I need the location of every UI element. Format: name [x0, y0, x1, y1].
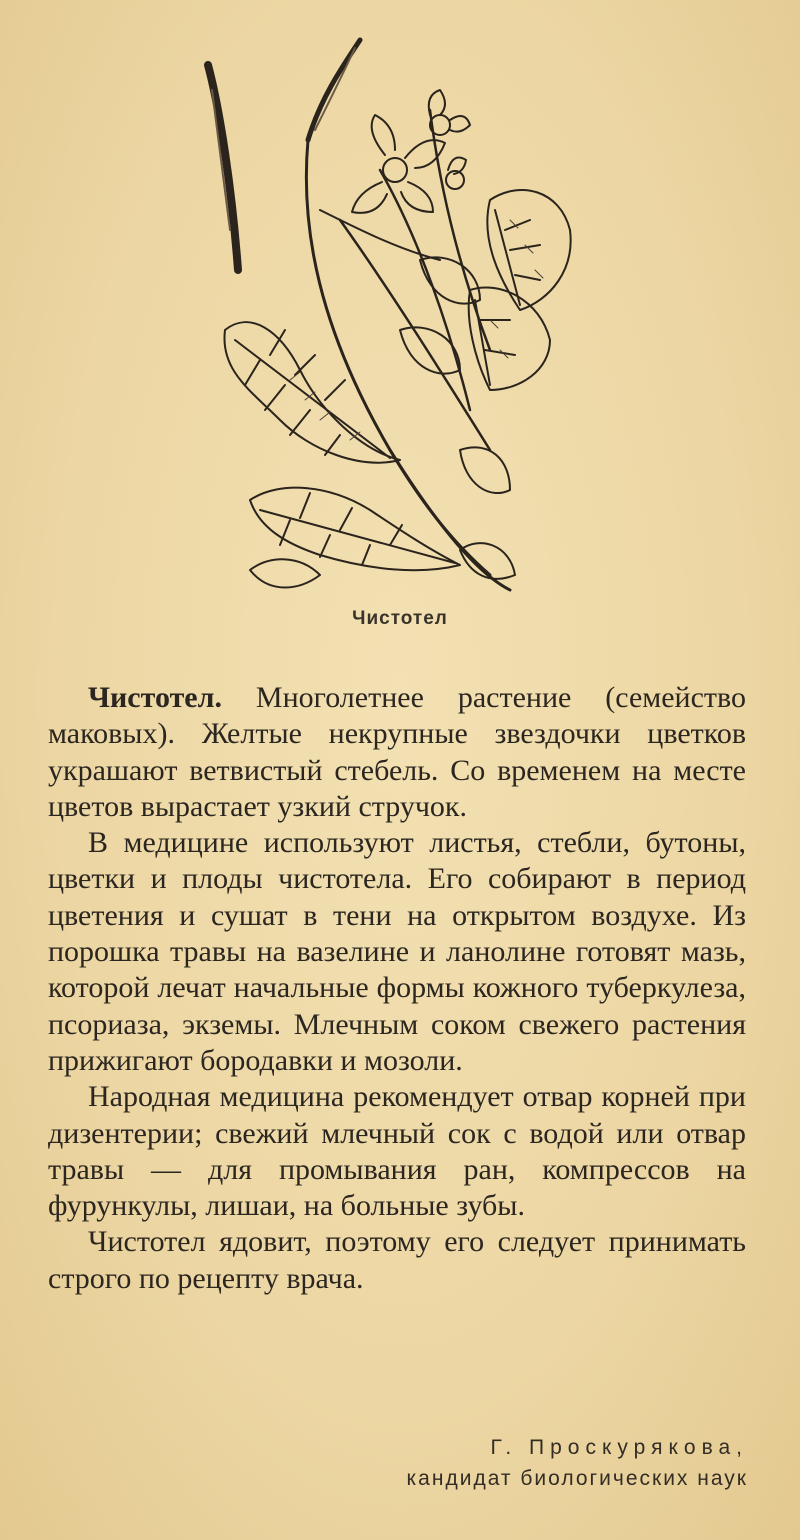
paragraph-4: Чистотел ядовит, поэтому его следует принимать строго по рецепту врача.: [48, 1225, 746, 1295]
paragraph-3: Народная медицина рекомендует отвар корней при дизентерии; свежий млечный сок с водой или отвар травы — для промывания ран, компрессов на фурункулы, лишаи, на больные зубы.: [48, 1080, 746, 1223]
paragraph-2: В медицине используют листья, стебли, бутоны, цветки и плоды чистотела. Его собирают в период цветения и сушат в тени на открытом воздухе. Из порошка травы на вазелине и ланолине готовят мазь, которой лечат начальные формы кожного туберкулеза, псориаза, экземы. Млечным соком свежего растения прижигают бородавки и мозоли.: [48, 826, 746, 1077]
article-body: [48, 680, 746, 1297]
celandine-plant-illustration: [190, 30, 590, 610]
author-signature: [407, 1432, 748, 1494]
author-name: Г. Проскурякова,: [490, 1436, 748, 1459]
article-lead: Чистотел.: [88, 681, 222, 714]
author-title: кандидат биологических наук: [406, 1467, 748, 1490]
figure-caption: Чистотел: [352, 608, 448, 629]
paragraph-1: [48, 680, 746, 825]
paragraph-1-text: Многолетнее растение (семейство маковых). Желтые некрупные звездочки цветков украшают ветвистый стебель. Со временем на месте цветов вырастает узкий стручок.: [48, 681, 746, 823]
